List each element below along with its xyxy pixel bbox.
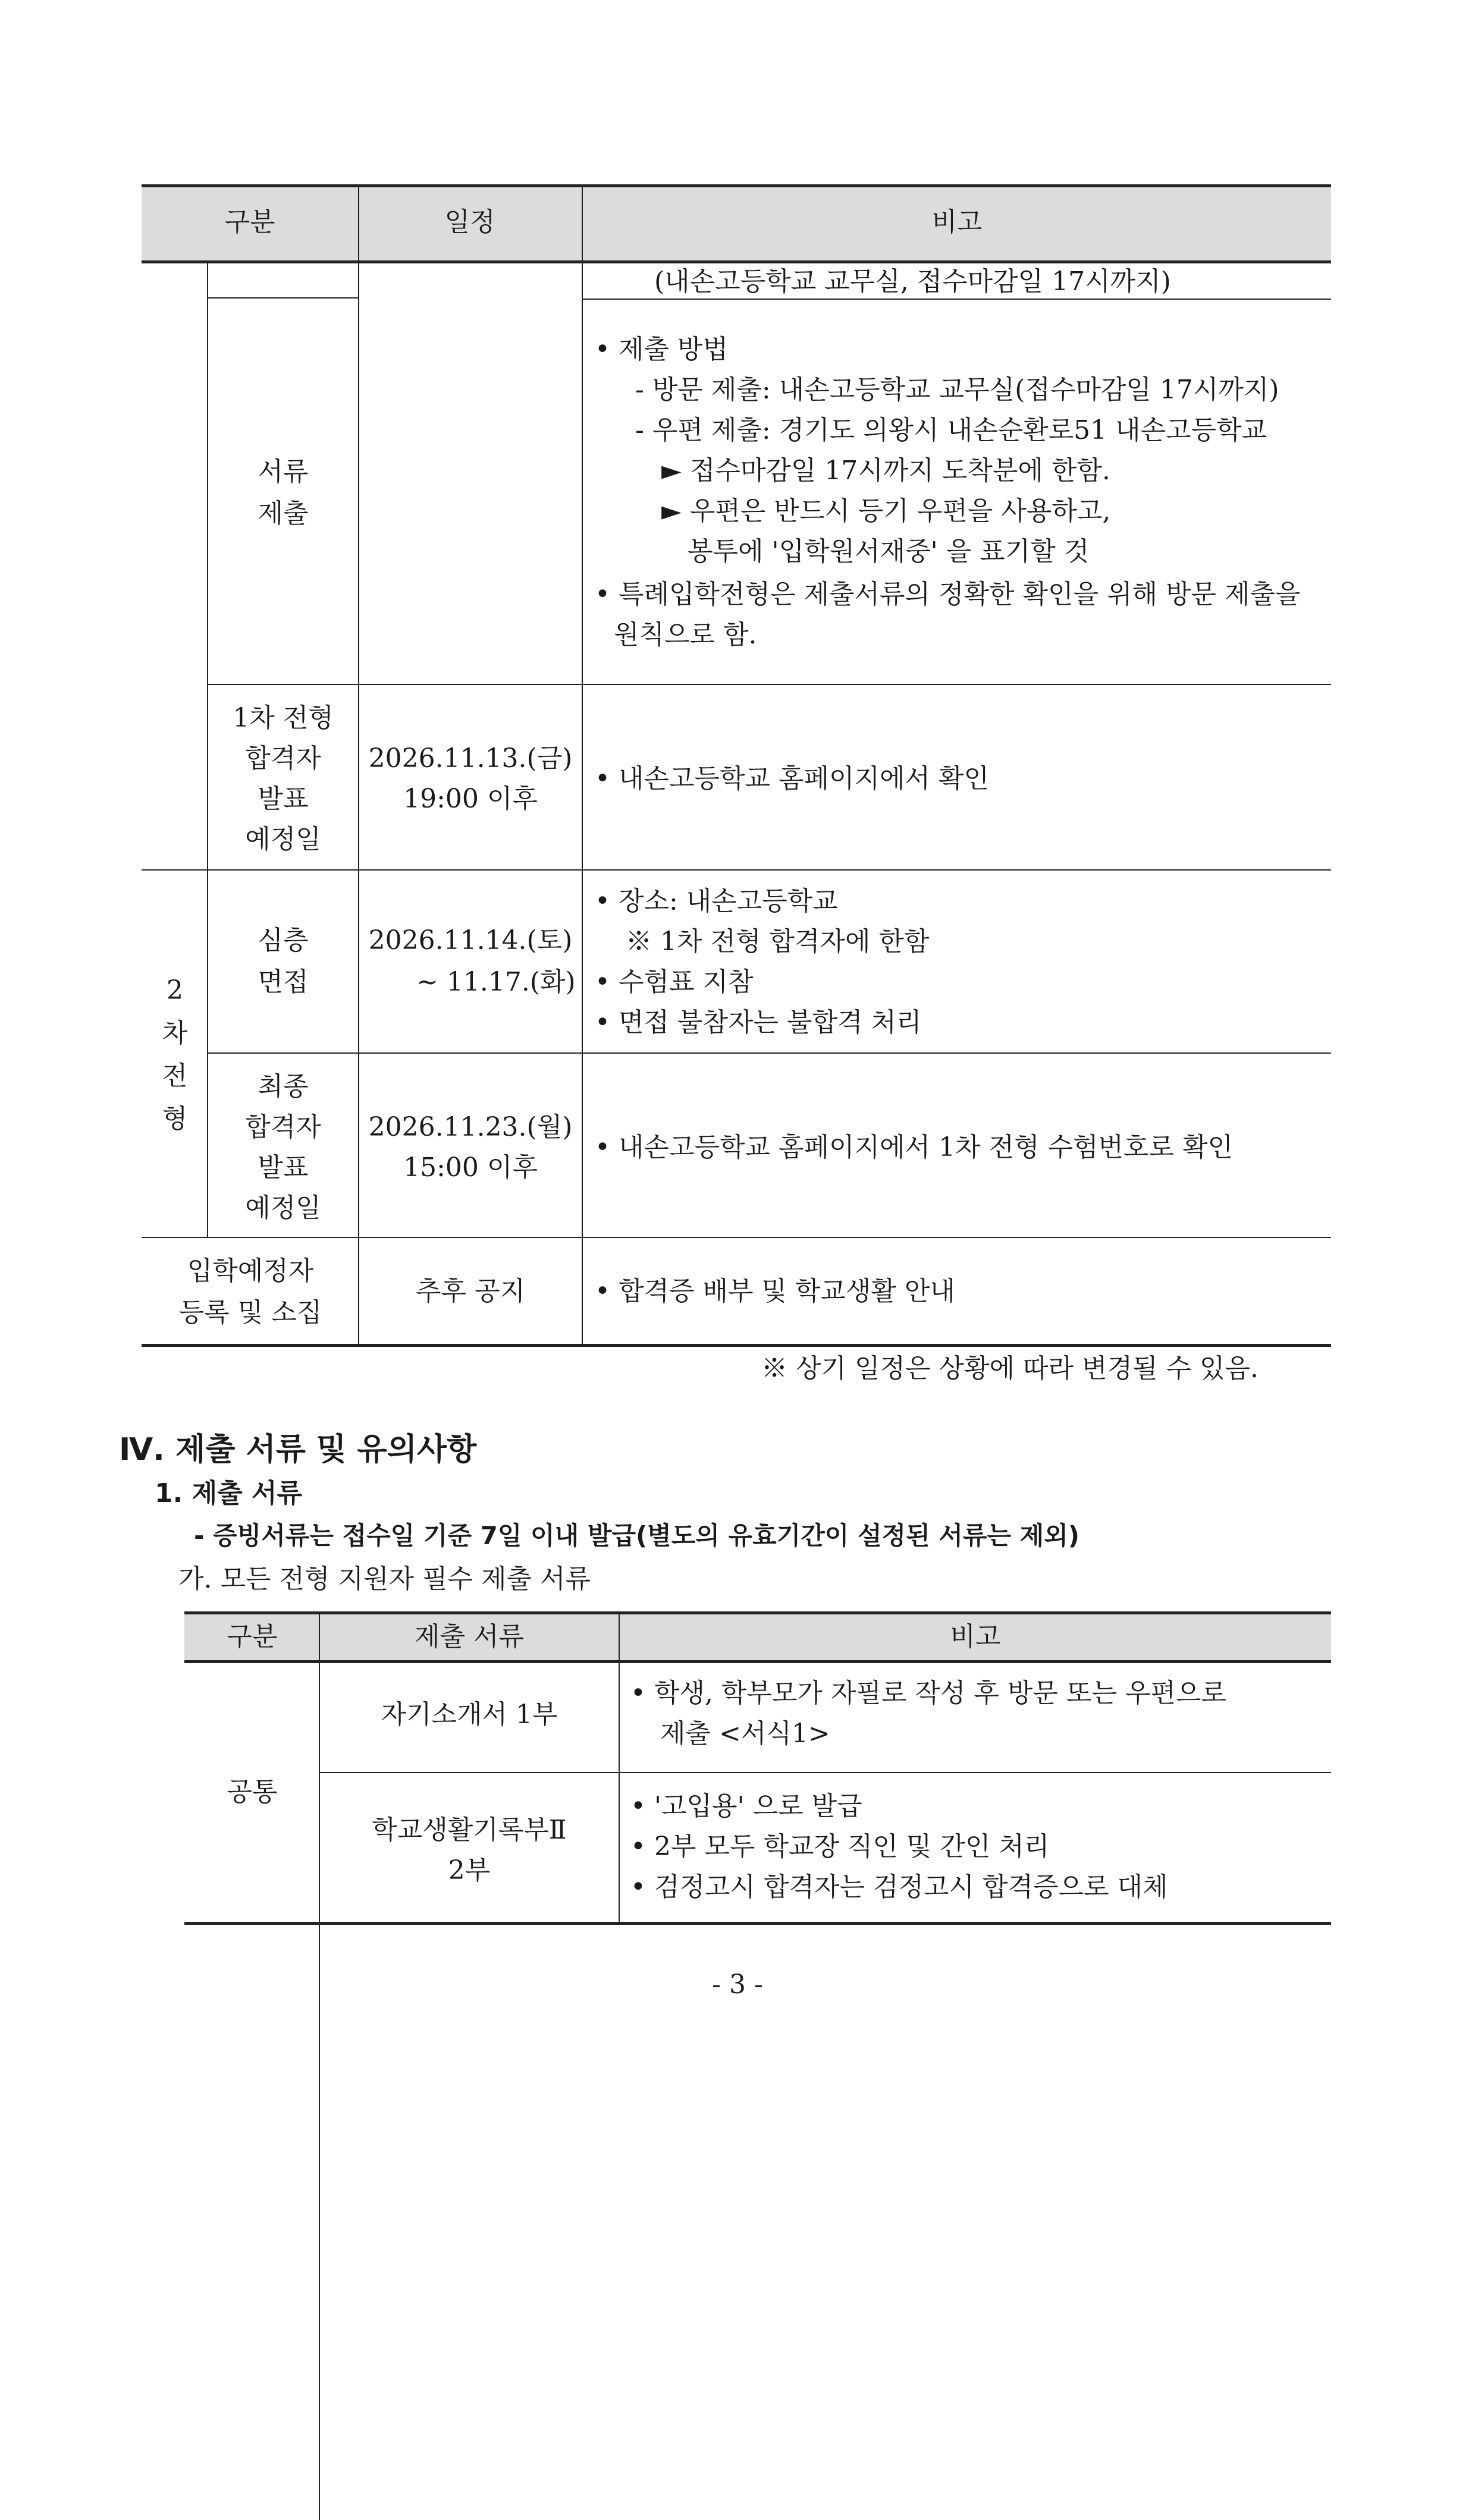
rule <box>207 684 1331 685</box>
final-result-time: 15:00 이후 <box>403 1152 538 1183</box>
section-subtitle: 1. 제출 서류 <box>155 1478 302 1509</box>
interview-label-1: 심층 <box>258 925 309 956</box>
registration-label-1: 입학예정자 <box>187 1256 314 1286</box>
rule <box>142 184 1331 187</box>
first-result-label: 1차 전형 <box>233 703 334 733</box>
first-result-note: • 내손고등학교 홈페이지에서 확인 <box>595 763 989 794</box>
final-result-label: 합격자 <box>245 1112 321 1142</box>
section-note: - 증빙서류는 접수일 기준 7일 이내 발급(별도의 유효기간이 설정된 서류는 제외) <box>194 1521 1080 1550</box>
doc-line: • 특례입학전형은 제출서류의 정확한 확인을 위해 방문 제출을 <box>595 579 1301 609</box>
second-round-label: 전 <box>162 1061 188 1091</box>
registration-schedule: 추후 공지 <box>415 1276 525 1306</box>
docs-header-docs: 제출 서류 <box>414 1622 524 1652</box>
interview-line: • 장소: 내손고등학교 <box>595 886 838 916</box>
final-result-label: 발표 <box>258 1152 309 1183</box>
first-result-label: 발표 <box>258 784 309 814</box>
first-result-label: 예정일 <box>245 824 321 854</box>
rule <box>619 1613 620 1923</box>
registration-label-2: 등록 및 소집 <box>178 1297 322 1328</box>
registration-note: • 합격증 배부 및 학교생활 안내 <box>595 1276 955 1306</box>
doc-line: 봉투에 '입학원서재중' 을 표기할 것 <box>688 536 1090 567</box>
doc-line: 원칙으로 함. <box>614 620 757 650</box>
interview-label-2: 면접 <box>258 967 309 997</box>
interview-line: • 수험표 지참 <box>595 967 754 997</box>
doc-remark-line: • '고입용' 으로 발급 <box>630 1791 862 1821</box>
rule <box>358 186 359 262</box>
second-round-label: 2 <box>167 975 183 1006</box>
header-category: 구분 <box>224 207 275 237</box>
doc-line: - 우편 제출: 경기도 의왕시 내손순환로51 내손고등학교 <box>635 415 1267 445</box>
rule <box>207 1052 1331 1054</box>
interview-line: • 면접 불참자는 불합격 처리 <box>595 1007 922 1038</box>
first-result-label: 합격자 <box>245 743 321 774</box>
doc-remark-line: • 2부 모두 학교장 직인 및 간인 처리 <box>630 1831 1050 1862</box>
interview-date-1: 2026.11.14.(토) <box>368 925 573 956</box>
rule <box>184 1611 1331 1614</box>
schedule-footnote: ※ 상기 일정은 상황에 따라 변경될 수 있음. <box>761 1353 1259 1384</box>
doc-line: ► 우편은 반드시 등기 우편을 사용하고, <box>661 496 1111 526</box>
docs-category: 공통 <box>227 1777 278 1807</box>
docs-header-category: 구분 <box>227 1622 278 1652</box>
rule <box>142 1344 1331 1347</box>
second-round-label: 형 <box>162 1104 188 1134</box>
doc-name: 학교생활기록부Ⅱ <box>372 1815 567 1845</box>
doc-remark-line: • 학생, 학부모가 자필로 작성 후 방문 또는 우편으로 <box>630 1678 1226 1708</box>
doc-remark-line: • 검정고시 합격자는 검정고시 합격증으로 대체 <box>630 1872 1168 1902</box>
rule <box>582 298 1331 300</box>
rule <box>184 1660 1331 1663</box>
doc-name: 2부 <box>448 1855 491 1886</box>
header-schedule: 일정 <box>444 207 495 237</box>
doc-submission-label-2: 제출 <box>258 498 309 529</box>
doc-line: ► 접수마감일 17시까지 도착분에 한함. <box>661 455 1110 486</box>
doc-line: - 방문 제출: 내손고등학교 교무실(접수마감일 17시까지) <box>635 375 1279 405</box>
final-result-date: 2026.11.23.(월) <box>368 1112 573 1142</box>
rule <box>582 262 583 1345</box>
first-result-time: 19:00 이후 <box>403 784 538 814</box>
doc-name: 자기소개서 1부 <box>381 1699 558 1730</box>
second-round-label: 차 <box>162 1018 188 1048</box>
rule <box>207 297 358 298</box>
interview-line: ※ 1차 전형 합격자에 한함 <box>626 926 930 957</box>
final-result-note: • 내손고등학교 홈페이지에서 1차 전형 수험번호로 확인 <box>595 1132 1233 1162</box>
rule <box>142 260 1331 263</box>
doc-submission-label-1: 서류 <box>258 457 309 487</box>
docs-header-remarks: 비고 <box>950 1622 1001 1652</box>
section-sub-heading: 가. 모든 전형 지원자 필수 제출 서류 <box>178 1564 591 1594</box>
header-remarks: 비고 <box>931 207 983 237</box>
rule <box>142 869 1331 871</box>
first-result-date: 2026.11.13.(금) <box>368 743 573 774</box>
rule <box>142 1237 1331 1238</box>
interview-date-2: ~ 11.17.(화) <box>416 967 576 997</box>
doc-remark-line: 제출 <서식1> <box>660 1718 830 1749</box>
final-result-label: 최종 <box>258 1072 309 1102</box>
final-result-label: 예정일 <box>245 1193 321 1223</box>
rule <box>582 186 583 262</box>
doc-line: • 제출 방법 <box>595 334 728 365</box>
section-title: Ⅳ. 제출 서류 및 유의사항 <box>119 1432 477 1468</box>
rule <box>319 1772 1331 1773</box>
rule <box>184 1922 1331 1925</box>
continued-note: (내손고등학교 교무실, 접수마감일 17시까지) <box>654 266 1171 297</box>
page-number: - 3 - <box>712 1969 763 2000</box>
